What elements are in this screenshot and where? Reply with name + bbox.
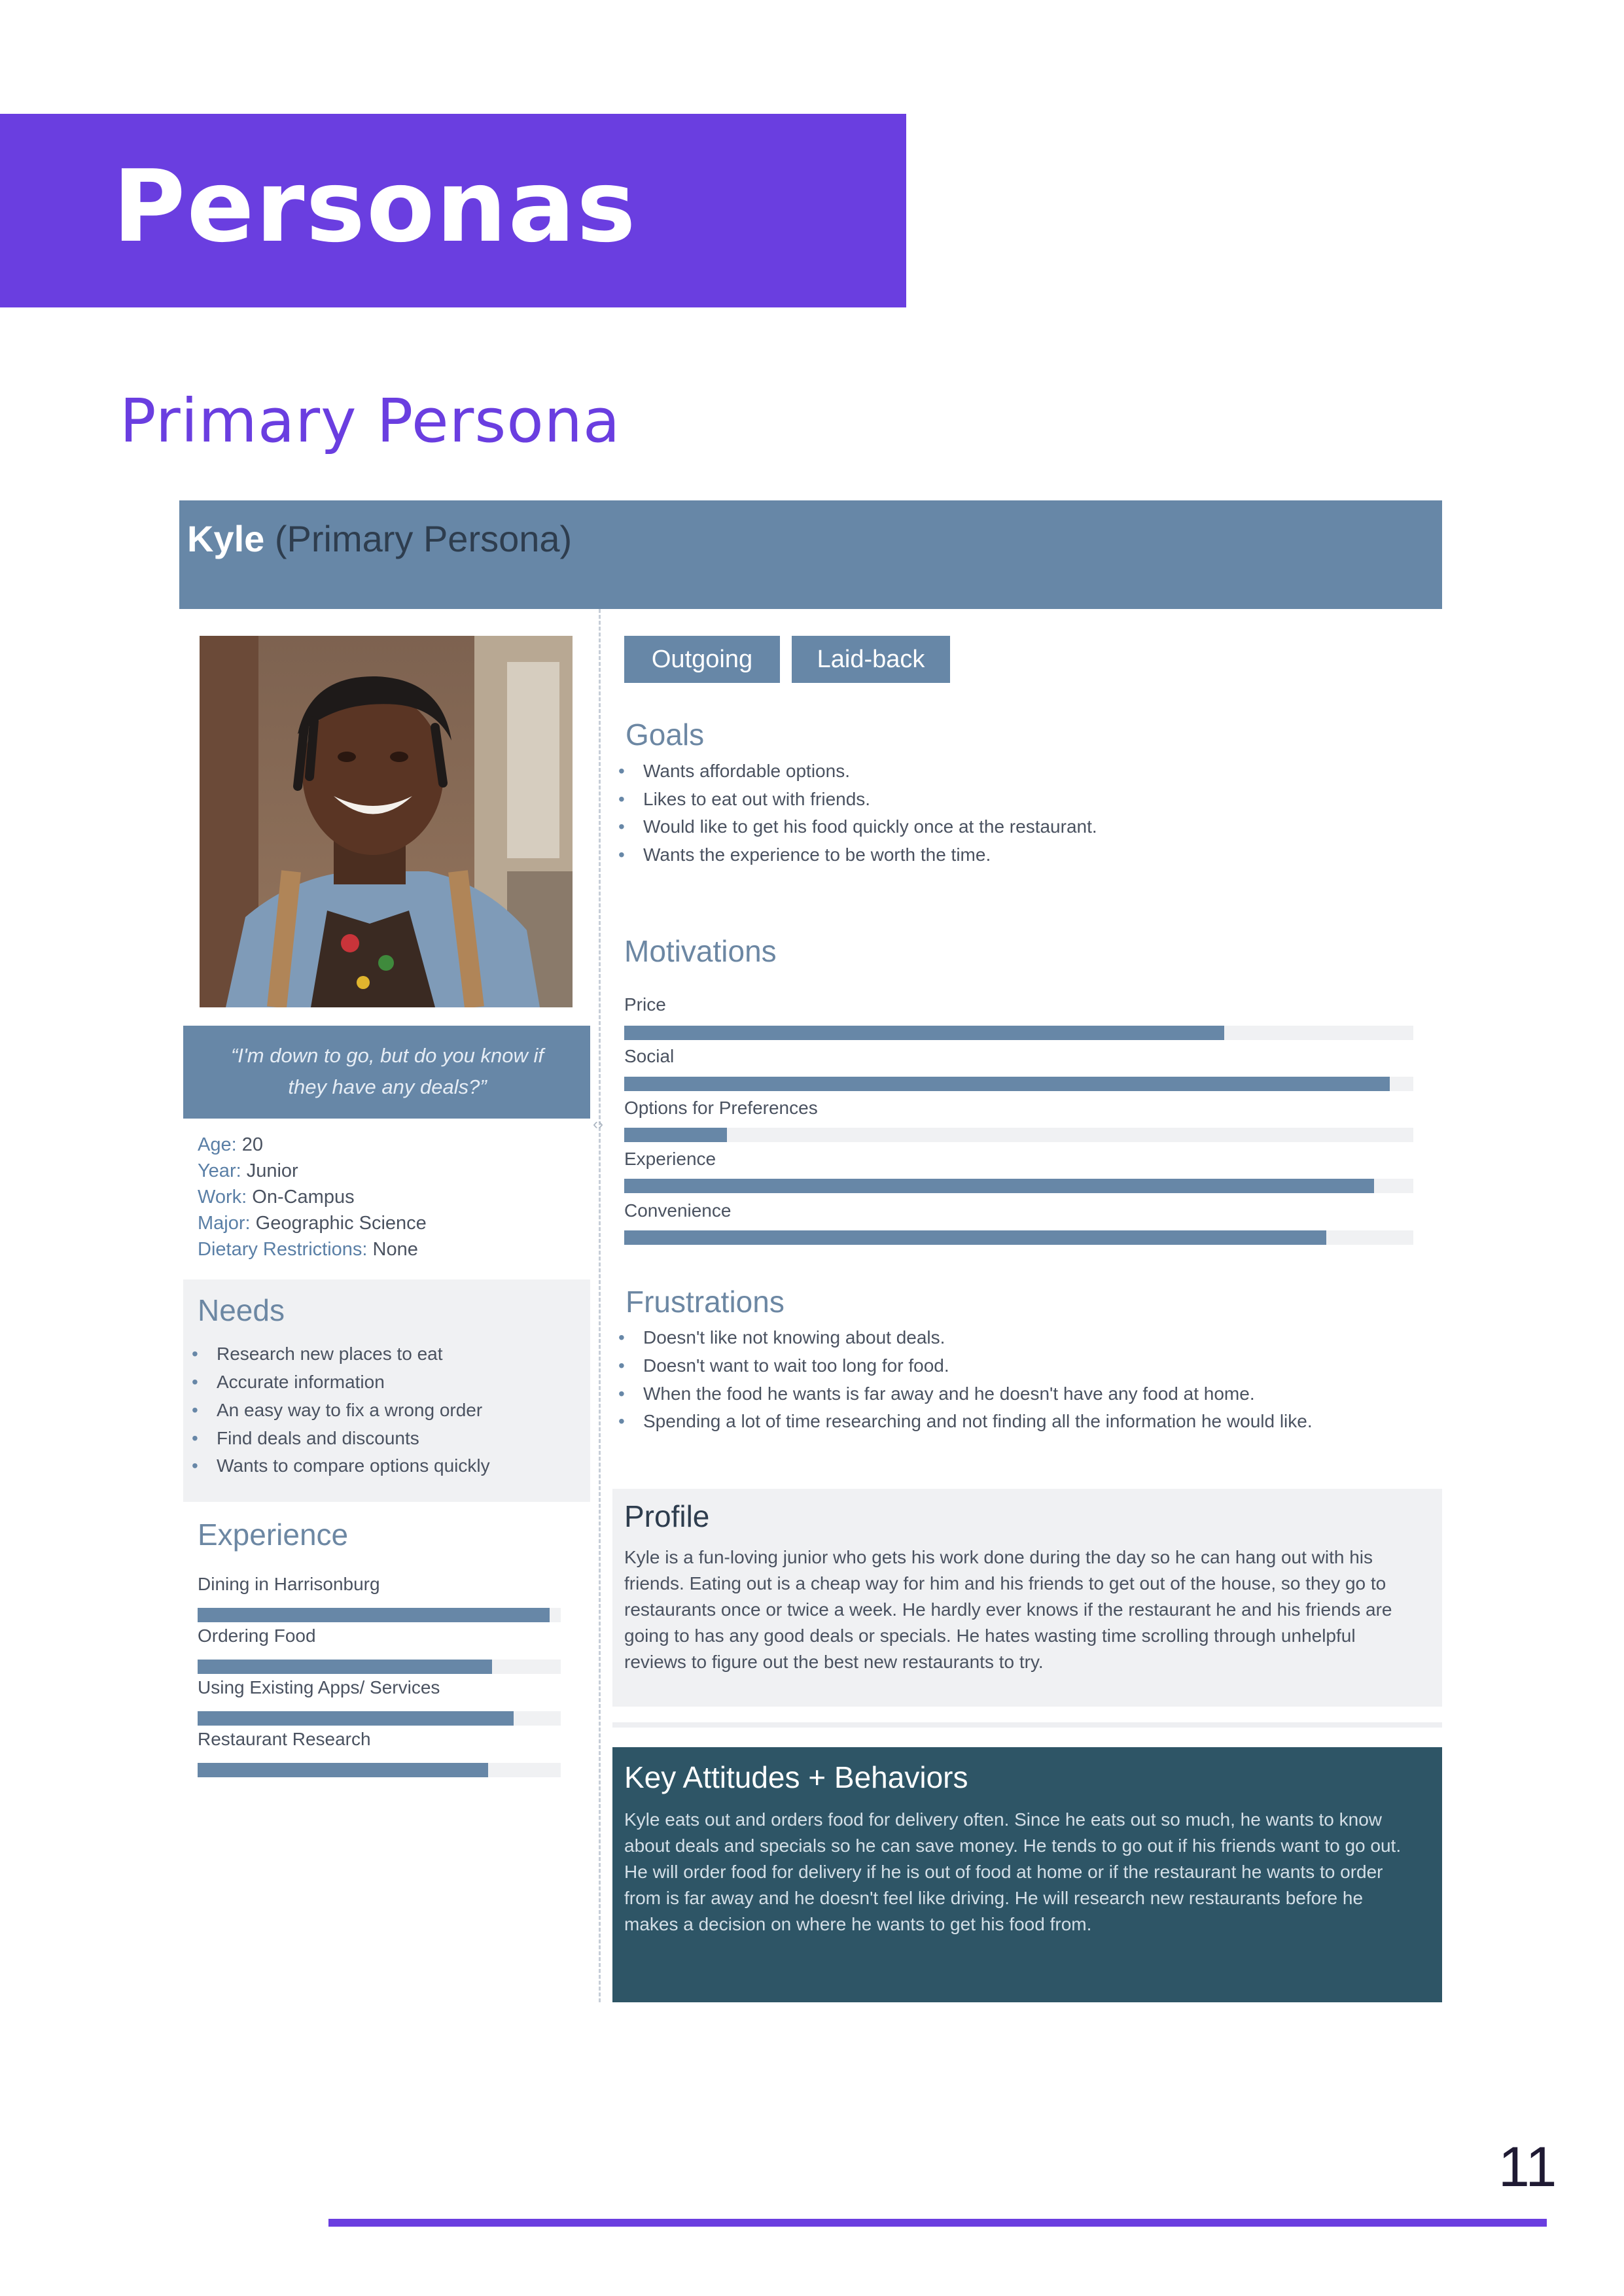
list-item: • Find deals and discounts: [217, 1424, 419, 1452]
info-year: [198, 1158, 298, 1184]
section-separator: [612, 1722, 1442, 1728]
bar-label: Ordering Food: [198, 1626, 316, 1646]
experience-bar: [198, 1763, 488, 1777]
info-label: Year:: [198, 1160, 241, 1181]
info-dietary: [198, 1236, 418, 1262]
bar-track: [624, 1077, 1413, 1091]
page-number: 11: [1498, 2136, 1557, 2199]
motivation-bar: [624, 1077, 1390, 1091]
needs-title: Needs: [198, 1293, 285, 1327]
list-item: • Accurate information: [217, 1368, 385, 1396]
persona-role: (Primary Persona): [274, 518, 573, 559]
experience-bar: [198, 1711, 514, 1726]
info-value: Junior: [241, 1160, 298, 1181]
bar-label: Price: [624, 994, 666, 1015]
info-label: Work:: [198, 1187, 247, 1208]
column-divider: [599, 609, 601, 2002]
list-item: • Likes to eat out with friends.: [643, 785, 870, 813]
persona-quote: “I'm down to go, but do you know if they have any deals?”: [230, 1044, 544, 1098]
info-label: Age:: [198, 1134, 237, 1155]
info-major: [198, 1210, 427, 1236]
profile-title: Profile: [624, 1499, 710, 1533]
divider-handle-icon: ‹›: [593, 1115, 603, 1133]
motivation-bar: [624, 1230, 1326, 1245]
profile-text: Kyle is a fun-loving junior who gets his work done during the day so he can hang out with his friends. Eating out is a cheap way for him and his friends to get out of the house, so they go to restaurants once or twice a week. He hardly ever knows if the restaurant he and his friends are going to has any good deals or specials. He hates wasting time scrolling through unhelpful reviews to figure out the best new restaurants to try.: [624, 1547, 1392, 1672]
bar-label: Convenience: [624, 1200, 732, 1221]
bar-label: Social: [624, 1046, 675, 1066]
bar-track: [624, 1026, 1413, 1040]
section-title: Primary Persona: [120, 386, 621, 456]
key-attitudes-text: Kyle eats out and orders food for delivery often. Since he eats out so much, he wants to know about deals and specials so he can save money. He tends to go out if his friends want to go out. He will order food for delivery if he is out of food at home or if the restaurant he wants to order from is far away and he doesn't feel like driving. He will research new restaurants before he makes a decision on where he wants to get his food from.: [624, 1809, 1402, 1934]
list-item: • Would like to get his food quickly once at the restaurant.: [643, 812, 1097, 841]
motivation-bar: [624, 1128, 727, 1142]
list-item: • Research new places to eat: [217, 1340, 443, 1368]
list-item: • Wants the experience to be worth the time.: [643, 841, 991, 869]
info-value: None: [367, 1239, 418, 1260]
list-item: • When the food he wants is far away and he doesn't have any food at home.: [643, 1380, 1255, 1408]
bar-label: Using Existing Apps/ Services: [198, 1677, 440, 1697]
info-value: Geographic Science: [250, 1213, 427, 1234]
motivation-bar: [624, 1026, 1224, 1040]
persona-heading: [187, 517, 572, 561]
motivations-title: Motivations: [624, 934, 777, 968]
bar-label: Dining in Harrisonburg: [198, 1574, 380, 1594]
bar-label: Options for Preferences: [624, 1098, 818, 1118]
list-item: • Wants to compare options quickly: [217, 1452, 490, 1480]
persona-photo: [200, 636, 573, 1007]
bar-track: [198, 1660, 561, 1674]
motivation-bar: [624, 1179, 1374, 1193]
persona-name: Kyle: [187, 518, 265, 559]
info-work: [198, 1184, 355, 1210]
list-item: • Doesn't want to wait too long for food.: [643, 1351, 949, 1380]
info-value: On-Campus: [247, 1187, 355, 1208]
bar-track: [624, 1128, 1413, 1142]
bar-track: [198, 1711, 561, 1726]
bar-track: [624, 1230, 1413, 1245]
key-attitudes-title: Key Attitudes + Behaviors: [624, 1760, 968, 1794]
list-item: • Spending a lot of time researching and not finding all the information he would like.: [643, 1407, 1313, 1435]
frustrations-title: Frustrations: [626, 1285, 785, 1319]
page-title: Personas: [113, 148, 637, 264]
list-item: • Wants affordable options.: [643, 757, 850, 785]
list-item: • An easy way to fix a wrong order: [217, 1396, 482, 1424]
bar-track: [198, 1763, 561, 1777]
experience-bar: [198, 1660, 492, 1674]
info-age: [198, 1132, 263, 1158]
trait-tag: Laid-back: [792, 636, 950, 683]
experience-bar: [198, 1608, 550, 1622]
bar-track: [198, 1608, 561, 1622]
goals-title: Goals: [626, 718, 705, 752]
footer-rule: [328, 2219, 1547, 2227]
bar-label: Restaurant Research: [198, 1729, 371, 1749]
persona-photo-illustration: [200, 636, 573, 1007]
info-label: Major:: [198, 1213, 251, 1234]
trait-tag: Outgoing: [624, 636, 780, 683]
list-item: • Doesn't like not knowing about deals.: [643, 1323, 945, 1351]
experience-title: Experience: [198, 1518, 349, 1552]
bar-track: [624, 1179, 1413, 1193]
bar-label: Experience: [624, 1149, 716, 1169]
info-value: 20: [236, 1134, 263, 1155]
info-label: Dietary Restrictions:: [198, 1239, 368, 1260]
